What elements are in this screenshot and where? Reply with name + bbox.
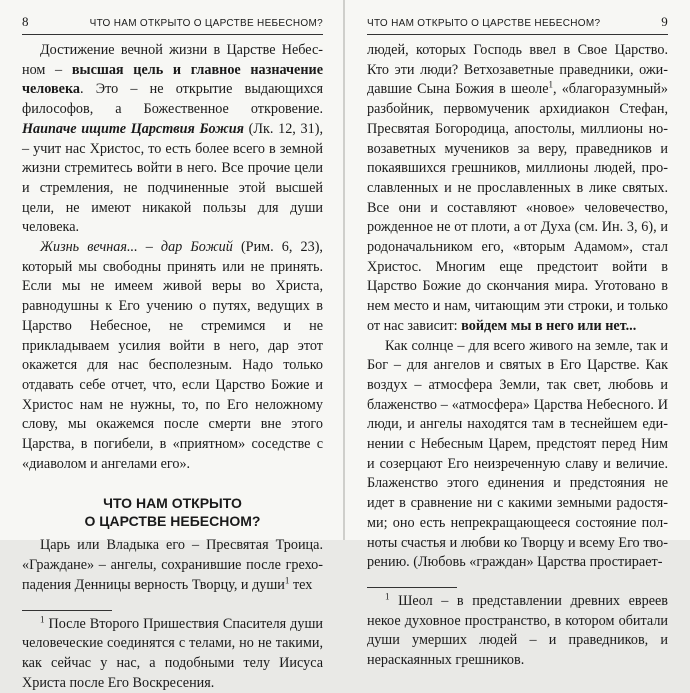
- bold-text: высшая цель и главное назначение человека: [22, 61, 323, 98]
- text-run: , «благоразумный» разбойник, первомученик архидиакон Стефан, Пресвятая Богородица, апостолы, миллионы новозаветных мучеников за веру, праведников и покаявшихся грешников, миллионы людей, прославленных и не прославленных в лике святых. Все они и составляют «новое» человечество, рожденное не от плоти, а от Духа (см. Ин. 3, 6), и родоначальником его, «вторым Адамом», стал Христос. Многим еще предстоит войти в Царство Божие до скончания мира. Уготовано в нем место и нам, читающим эти строки, и только от нас зависит:: [367, 81, 668, 334]
- bold-text: войдем мы в него или нет...: [461, 317, 637, 334]
- right-page-header: [367, 0, 668, 35]
- page-number: 8: [22, 14, 29, 29]
- footnote-divider: [22, 610, 112, 611]
- text-run: (Рим. 6, 23), который мы свободны принять или не принять. Если мы не имеем живой веры во Христа, равнодушны к Его учению о путях, ведущих в Царство Небесное, не стремимся и не прикладываем усилия войти в него, дар этот окажется для нас бесполезным. Надо только отдавать себе отчет, что, если Царство Божие и Христос нам не нужны, то, по Его неложному слову, мы окажемся после смерти вне этого Царства, в погибели, в «приятном» соседстве с «диаволом и ангелами его».: [22, 239, 323, 472]
- text-run: Достижение вечной жизни в Царстве Небесном –: [22, 42, 323, 78]
- footnote-text: Шеол – в представлении древних евреев некое духовное пространство, в котором обитали души умерших людей – и праведников, и нераскаянных грешников.: [367, 592, 668, 669]
- footnote-text: После Второго Пришествия Спасителя души человеческие соединятся с телами, но не такими, как сейчас у нас, а подобными телу Иисуса Христа после Его Воскресения.: [22, 615, 323, 691]
- paragraph: [22, 238, 323, 474]
- page-number: 9: [661, 14, 668, 29]
- left-page: [0, 0, 343, 691]
- footnote: [367, 592, 668, 671]
- section-heading: [22, 494, 323, 530]
- paragraph: [22, 41, 323, 238]
- footnote-reference: 1: [548, 79, 554, 90]
- right-page: [345, 0, 690, 669]
- paragraph: [367, 41, 668, 337]
- text-run: людей, которых Господь ввел в Свое Царство. Кто эти люди? Ветхозаветные праведники, ожидавшие Сына Божия в шеоле: [367, 42, 668, 98]
- footnote-mark: 1: [40, 613, 45, 624]
- left-page-header: [22, 0, 323, 35]
- footnote: [22, 615, 323, 693]
- text-run: тех: [289, 576, 313, 593]
- left-page-text: [22, 41, 323, 693]
- running-title: ЧТО НАМ ОТКРЫТО О ЦАРСТВЕ НЕБЕСНОМ?: [367, 18, 601, 29]
- text-run: Царь или Владыка его – Пресвятая Троица. «Граждане» – ангелы, сохранившие после грехопадения Денницы верность Творцу, и души: [22, 537, 323, 593]
- right-page-text: [367, 41, 668, 671]
- heading-line: ЧТО НАМ ОТКРЫТО: [103, 495, 242, 512]
- running-title: ЧТО НАМ ОТКРЫТО О ЦАРСТВЕ НЕБЕСНОМ?: [89, 18, 323, 29]
- bold-italic-quote: Наипаче ищите Царствия Божия: [22, 120, 244, 137]
- heading-line: О ЦАРСТВЕ НЕБЕСНОМ?: [84, 513, 261, 530]
- footnote-divider: [367, 587, 457, 588]
- text-run: Как солнце – для всего живого на земле, так и Бог – для ангелов и святых в Его Царстве. Как воздух – атмосфера Земли, так свет, любовь и блаженство – «атмосфера» Царства Небесного. И люди, и ангелы находятся там в теснейшем единении с Небесным Царем, предстоят перед Ним и созерцают Его неизреченную славу и величие. Блаженство этого единения и предстояния не идет в сравнение ни с какими земными радостями; оно есть непрекращающееся состояние полноты счастья и любви ко Творцу и всему Его творению. (Любовь «граждан» Царства простирает-: [367, 337, 668, 571]
- italic-quote: Жизнь вечная... – дар Божий: [40, 239, 233, 256]
- text-run: . Это – не открытие выдающихся философов, а Божественное откровение.: [22, 81, 323, 118]
- footnote-reference: 1: [284, 575, 290, 586]
- paragraph: [22, 536, 323, 595]
- paragraph: [367, 337, 668, 573]
- text-run: (Лк. 12, 31), – учит нас Христос, то есть более всего в земной жизни стремитесь войти в него. Все прочие цели и стремления, не подчиненные этой высшей цели, не имеют никакой пользы для души человека.: [22, 120, 323, 236]
- footnote-mark: 1: [385, 591, 390, 602]
